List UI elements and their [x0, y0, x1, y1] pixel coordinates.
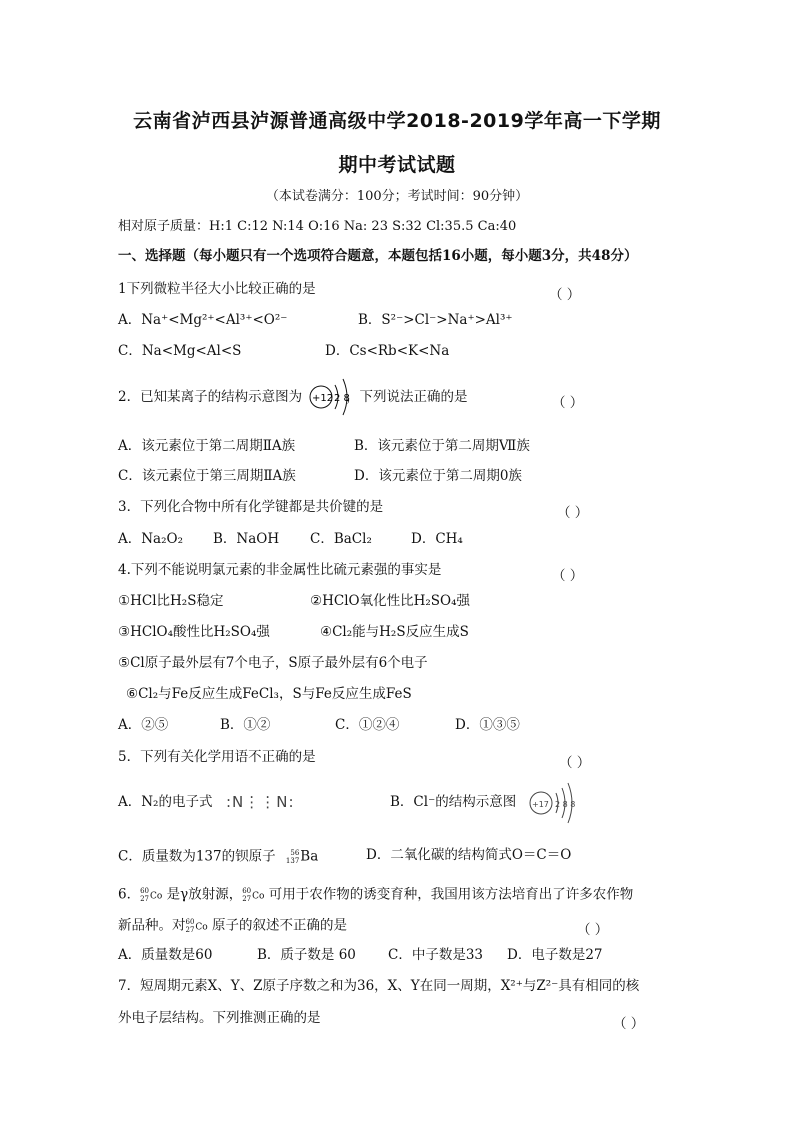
q7-answer-paren: （ ） [613, 1016, 645, 1032]
q5-option-c [118, 849, 318, 865]
q4-statement-1: ①HCl比H₂S稳定 [118, 593, 224, 609]
section1-heading: 一、选择题（每小题只有一个选项符合题意，本题包括16小题，每小题3分，共48分） [118, 248, 638, 264]
q6-co-upper-3: 60 [185, 918, 195, 926]
q6-option-c: C．中子数是33 [388, 947, 484, 963]
q6-number: 6． [118, 886, 141, 903]
q2-option-d: D．该元素位于第二周期0族 [354, 468, 522, 484]
q3-option-c: C．BaCl₂ [310, 531, 372, 547]
q6-line1 [118, 887, 633, 903]
q6-co-lower-1: 27 [140, 895, 150, 903]
q6-answer-paren: （ ） [577, 922, 609, 938]
q5-n2-electron-formula: :N⋮⋮N: [226, 793, 295, 811]
q5-option-d: D．二氧化碳的结构简式O＝C＝O [366, 847, 572, 863]
q6-co-lower-3: 27 [185, 926, 195, 934]
q3-option-b: B．NaOH [213, 531, 280, 547]
q1-stem: 1下列微粒半径大小比较正确的是 [118, 281, 316, 297]
q4-option-a: A．②⑤ [118, 717, 169, 733]
q6-co-nuclide-3 [186, 918, 195, 934]
q2-diagram-nucleus: +12 [312, 393, 334, 404]
q2-stem-after: ，下列说法正确的是 [346, 389, 468, 405]
atomic-masses: 相对原子质量：H:1 C:12 N:14 O:16 Na: 23 S:32 Cl:35.5 Ca:40 [118, 219, 517, 234]
q3-stem: 3．下列化合物中所有化学键都是共价键的是 [118, 499, 384, 515]
q4-statement-5: ⑤Cl原子最外层有7个电子，S原子最外层有6个电子 [118, 655, 428, 671]
q7-line1: 7．短周期元素X、Y、Z原子序数之和为36，X、Y在同一周期，X²⁺与Z²⁻具有相同的核 [118, 978, 640, 994]
q2-answer-paren: （ ） [552, 395, 584, 411]
q6-line1-mid: 是γ放射源， [166, 886, 243, 903]
q6-line2 [118, 918, 347, 934]
q6-co-symbol-2: Co [252, 891, 265, 902]
q1-option-b: B．S²⁻>Cl⁻>Na⁺>Al³⁺ [358, 312, 513, 328]
q6-co-lower-2: 27 [242, 895, 252, 903]
q3-option-d: D．CH₄ [411, 531, 463, 547]
exam-info: （本试卷满分：100分；考试时间：90分钟） [265, 189, 529, 204]
q2-diagram-shells: 2 8 [334, 393, 350, 404]
q3-answer-paren: （ ） [557, 505, 589, 521]
q5-ba-symbol: Ba [300, 848, 319, 865]
q4-option-c: C．①②④ [335, 717, 400, 733]
q4-option-b: B．①② [220, 717, 271, 733]
q6-option-a: A．质量数是60 [118, 947, 213, 963]
q6-co-symbol-1: Co [150, 891, 163, 902]
q6-co-upper-1: 60 [140, 887, 150, 895]
q2-option-c: C．该元素位于第三周期ⅡA族 [118, 468, 296, 484]
q5-option-a: A．N₂的电子式 [118, 794, 213, 810]
q6-option-d: D．电子数是27 [507, 947, 603, 963]
exam-title-line2: 期中考试试题 [338, 154, 456, 176]
q6-line2-after: 原子的叙述不正确的是 [212, 917, 348, 934]
q7-line2: 外电子层结构。下列推测正确的是 [118, 1010, 321, 1026]
q1-answer-paren: （ ） [549, 287, 581, 303]
q5-option-c-text: C．质量数为137的钡原子 [118, 848, 276, 865]
q5-cl-ion-structure-diagram [527, 780, 581, 826]
q4-statement-3: ③HClO₄酸性比H₂SO₄强 [118, 624, 270, 640]
q5-option-b: B．Cl⁻的结构示意图 [390, 794, 517, 810]
q4-statement-2: ②HClO氧化性比H₂SO₄强 [310, 593, 471, 609]
q4-stem: 4.下列不能说明氯元素的非金属性比硫元素强的事实是 [118, 562, 442, 578]
q5-ba-nuclide [286, 849, 299, 865]
q6-co-upper-2: 60 [242, 887, 252, 895]
q5-ba-upper: 56 [290, 849, 300, 857]
q2-option-a: A．该元素位于第二周期ⅡA族 [118, 438, 296, 454]
q2-stem-before: 2．已知某离子的结构示意图为 [118, 389, 303, 405]
q5-ba-lower: 137 [285, 857, 300, 865]
q6-co-symbol-3: Co [195, 922, 208, 933]
q3-option-a: A．Na₂O₂ [118, 531, 184, 547]
q4-answer-paren: （ ） [552, 568, 584, 584]
exam-title-line1: 云南省泸西县泸源普通高级中学2018-2019学年高一下学期 [133, 110, 661, 132]
q5-diagram-shells: 2 8 8 [555, 800, 576, 809]
q5-stem: 5．下列有关化学用语不正确的是 [118, 749, 316, 765]
q6-line2-before: 新品种。对 [118, 917, 186, 934]
q4-statement-6: ⑥Cl₂与Fe反应生成FeCl₃，S与Fe反应生成FeS [126, 686, 412, 702]
q4-statement-4: ④Cl₂能与H₂S反应生成S [320, 624, 469, 640]
q1-option-a: A．Na⁺<Mg²⁺<Al³⁺<O²⁻ [118, 312, 288, 328]
q1-option-c: C．Na<Mg<Al<S [118, 343, 242, 359]
q4-option-d: D．①③⑤ [455, 717, 520, 733]
q1-option-d: D．Cs<Rb<K<Na [325, 343, 450, 359]
q6-co-nuclide-2 [242, 887, 251, 903]
q5-diagram-nucleus: +17 [532, 800, 549, 809]
q6-co-nuclide-1 [140, 887, 149, 903]
q6-line1-end: 可用于农作物的诱变育种，我国用该方法培育出了许多农作物 [268, 886, 634, 903]
q5-answer-paren: （ ） [559, 755, 591, 771]
q2-option-b: B．该元素位于第二周期Ⅶ族 [354, 438, 530, 454]
q6-option-b: B．质子数是 60 [257, 947, 356, 963]
